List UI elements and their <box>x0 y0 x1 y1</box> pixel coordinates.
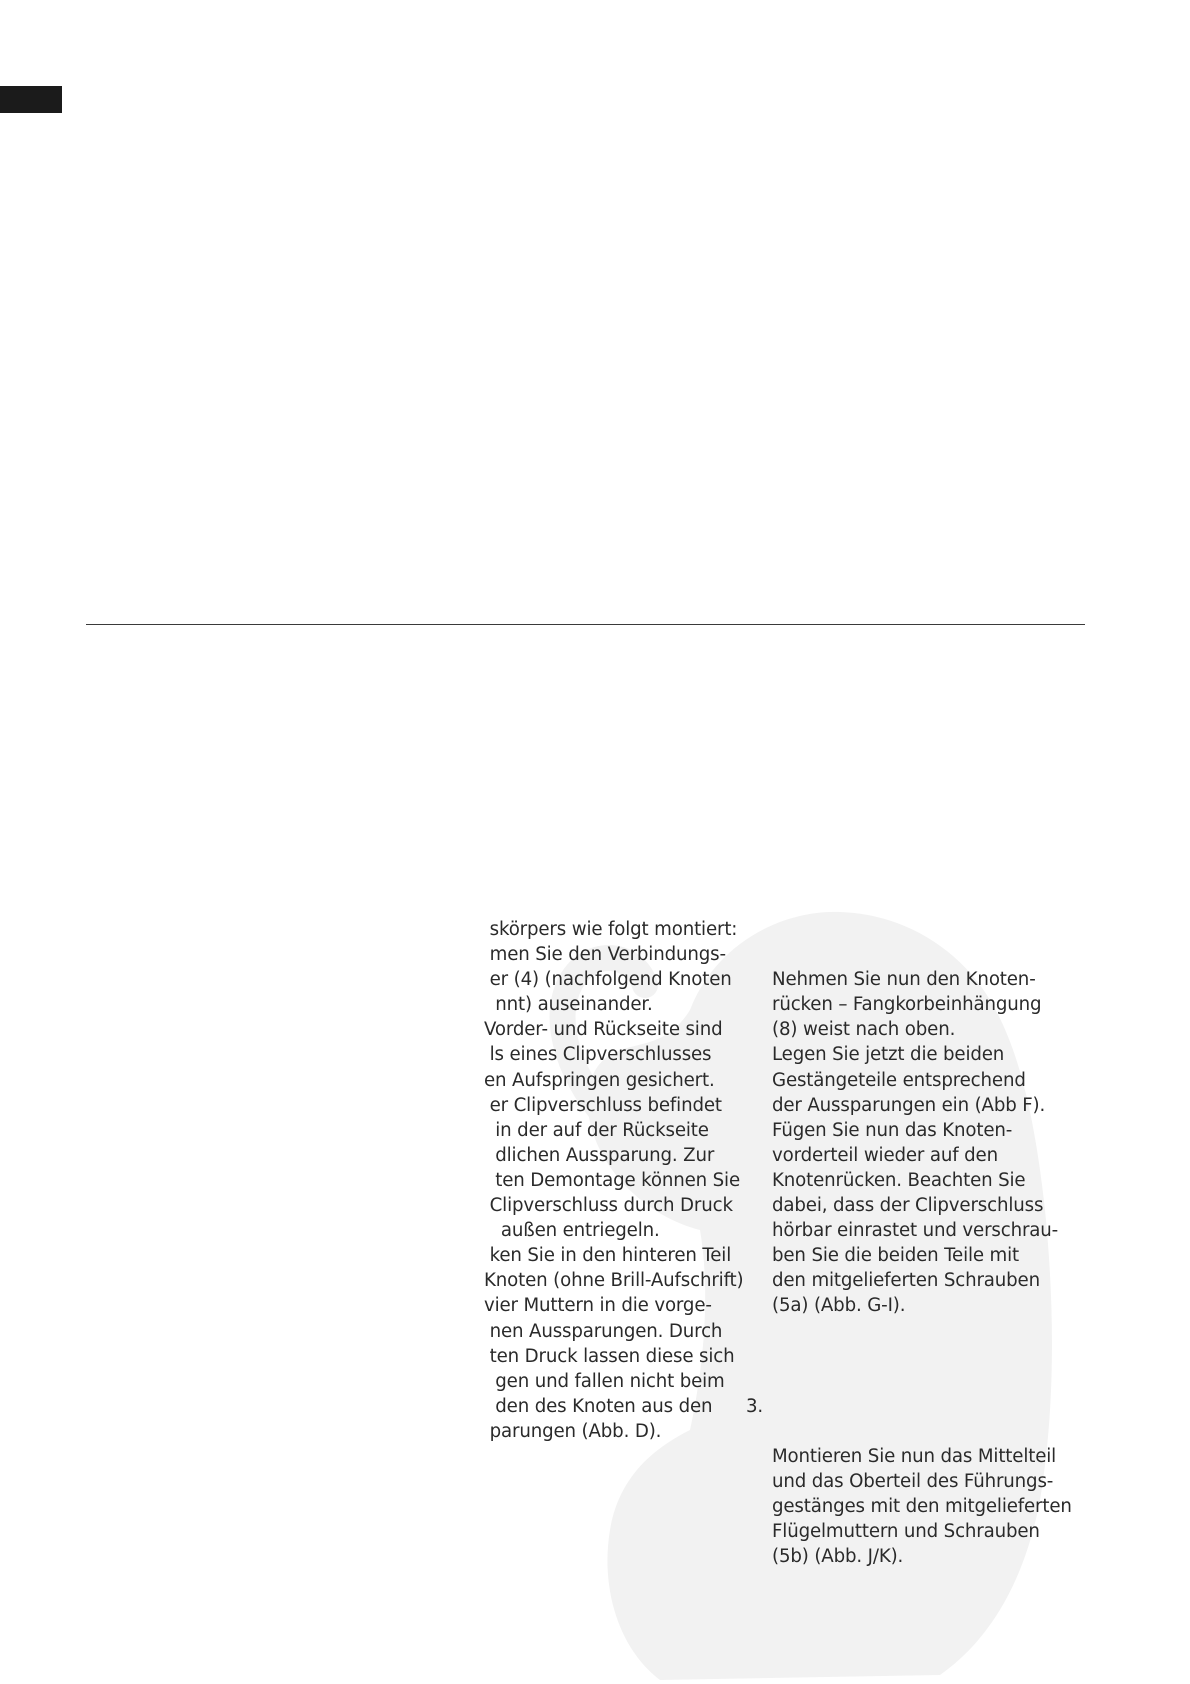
text-line: Knoten (ohne Brill-Aufschrift) <box>484 1270 744 1292</box>
text-line: en Aufspringen gesichert. <box>484 1069 715 1091</box>
text-line: außen entriegeln. <box>484 1220 660 1242</box>
text-line: Gestängeteile entsprechend <box>772 1069 1026 1091</box>
horizontal-divider <box>86 624 1085 625</box>
text-line: ls eines Clipverschlusses <box>484 1044 712 1066</box>
text-line: Clipverschluss durch Druck <box>484 1195 733 1217</box>
text-line: gen und fallen nicht beim <box>484 1370 725 1392</box>
text-line: er Clipverschluss befindet <box>484 1094 722 1116</box>
text-line: nen Aussparungen. Durch <box>484 1320 723 1342</box>
text-line: Flügelmuttern und Schrauben <box>772 1521 1040 1543</box>
text-line: dabei, dass der Clipverschluss <box>772 1195 1044 1217</box>
text-line: (5a) (Abb. G-I). <box>772 1295 906 1317</box>
numbered-step-3 <box>746 1369 1072 1570</box>
text-line: gestänges mit den mitgelieferten <box>772 1496 1072 1518</box>
text-line: ten Druck lassen diese sich <box>484 1345 735 1367</box>
text-line: Knotenrücken. Beachten Sie <box>772 1169 1026 1191</box>
text-line: Nehmen Sie nun den Knoten- <box>772 969 1036 991</box>
text-line: ken Sie in den hinteren Teil <box>484 1245 732 1267</box>
text-line: Montieren Sie nun das Mittelteil <box>772 1445 1057 1467</box>
text-line: men Sie den Verbindungs- <box>484 944 726 966</box>
text-line: ten Demontage können Sie <box>484 1169 740 1191</box>
text-line: skörpers wie folgt montiert: <box>484 919 738 940</box>
text-line: in der auf der Rückseite <box>484 1119 709 1141</box>
text-line: (5b) (Abb. J/K). <box>772 1546 904 1568</box>
text-line: der Aussparungen ein (Abb F). <box>772 1094 1046 1116</box>
text-line: rücken – Fangkorbeinhängung <box>772 994 1042 1016</box>
text-line: vorderteil wieder auf den <box>772 1144 998 1166</box>
text-line: den mitgelieferten Schrauben <box>772 1270 1040 1292</box>
text-line: Fügen Sie nun das Knoten- <box>772 1119 1013 1141</box>
text-line: (8) weist nach oben. <box>772 1019 956 1041</box>
text-line: Vorder- und Rückseite sind <box>484 1019 723 1041</box>
text-line: dlichen Aussparung. Zur <box>484 1144 715 1166</box>
text-line: ben Sie die beiden Teile mit <box>772 1245 1019 1267</box>
text-line: er (4) (nachfolgend Knoten <box>484 969 732 991</box>
instructions-column-right <box>746 917 1072 1595</box>
text-line: hörbar einrastet und verschrau- <box>772 1220 1059 1242</box>
text-line: vier Muttern in die vorge- <box>484 1295 712 1317</box>
text-line: nnt) auseinander. <box>484 994 653 1016</box>
text-line: den des Knoten aus den <box>484 1395 713 1417</box>
language-tab-marker <box>0 86 62 113</box>
instructions-column-middle <box>484 917 743 1444</box>
text-line: und das Oberteil des Führungs- <box>772 1471 1054 1493</box>
step-number: 3. <box>746 1395 764 1417</box>
text-line: parungen (Abb. D). <box>484 1420 662 1442</box>
text-line: Legen Sie jetzt die beiden <box>772 1044 1005 1066</box>
